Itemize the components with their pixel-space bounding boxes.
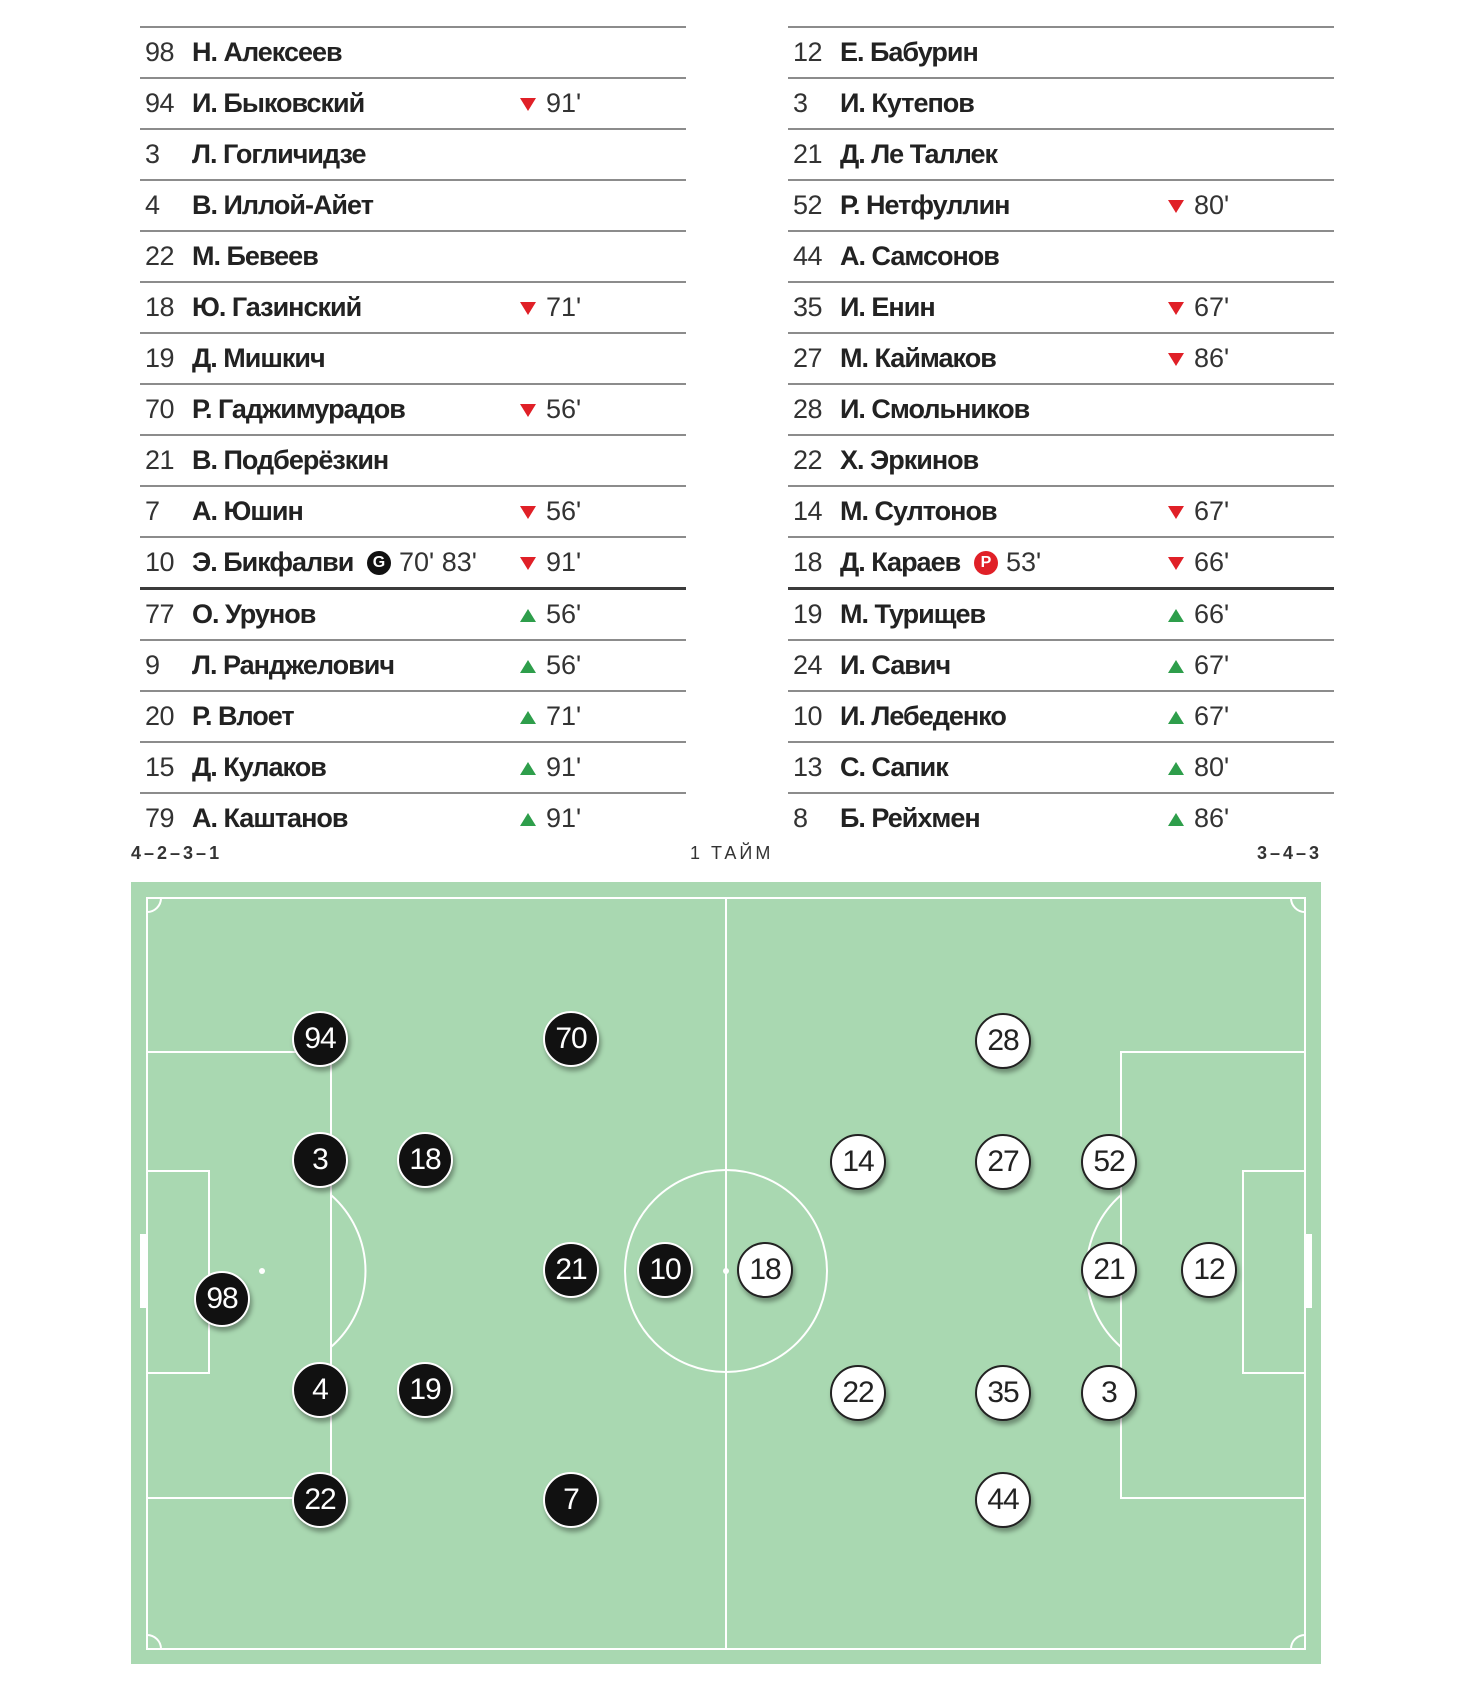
player-name: А. Юшин xyxy=(192,496,303,526)
goal-icon: G xyxy=(367,551,391,575)
away-player-marker: 28 xyxy=(975,1013,1031,1069)
substituted-on xyxy=(1168,803,1229,834)
player-number: 14 xyxy=(793,496,823,526)
sub-minute: 66' xyxy=(1194,599,1230,629)
substituted-on xyxy=(1168,650,1229,681)
sub-minute: 91' xyxy=(546,88,582,118)
penalty-icon: P xyxy=(974,551,998,575)
sub-off-arrow-icon xyxy=(520,404,536,417)
player-number: 44 xyxy=(793,241,823,271)
away-player-marker: 22 xyxy=(830,1365,886,1421)
substitute-row xyxy=(788,741,1334,792)
sub-minute: 86' xyxy=(1194,803,1230,833)
starter-row xyxy=(788,485,1334,536)
player-number: 22 xyxy=(793,445,823,475)
sub-minute: 56' xyxy=(546,496,582,526)
left-goal xyxy=(140,1234,147,1308)
substitute-row xyxy=(140,792,686,843)
event-minutes: 70' 83' xyxy=(399,547,477,577)
period-label: 1 ТАЙМ xyxy=(690,843,774,863)
sub-on-arrow-icon xyxy=(1168,609,1184,622)
sub-minute: 86' xyxy=(1194,343,1230,373)
sub-minute: 67' xyxy=(1194,292,1230,322)
sub-off-arrow-icon xyxy=(520,506,536,519)
player-name: Л. Ранджелович xyxy=(192,650,395,680)
home-player-marker: 94 xyxy=(292,1011,348,1067)
substituted-off xyxy=(1168,190,1229,221)
player-name: И. Быковский xyxy=(192,88,365,118)
starter-row xyxy=(140,332,686,383)
player-number: 94 xyxy=(145,88,175,118)
player-name: Н. Алексеев xyxy=(192,37,342,67)
substituted-off xyxy=(520,547,581,578)
sub-off-arrow-icon xyxy=(1168,200,1184,213)
player-name: Д. Мишкич xyxy=(192,343,325,373)
substitute-row xyxy=(788,587,1334,639)
player-number: 10 xyxy=(145,547,175,577)
substitute-row xyxy=(140,690,686,741)
sub-off-arrow-icon xyxy=(1168,353,1184,366)
starter-row xyxy=(788,26,1334,77)
player-name: М. Каймаков xyxy=(840,343,996,373)
player-name: И. Кутепов xyxy=(840,88,974,118)
player-name: А. Каштанов xyxy=(192,803,348,833)
sub-minute: 67' xyxy=(1194,701,1230,731)
starter-row xyxy=(140,77,686,128)
player-name: Д. Кулаков xyxy=(192,752,326,782)
player-name: М. Бевеев xyxy=(192,241,318,271)
player-name: Д. Караев xyxy=(840,547,961,577)
player-number: 21 xyxy=(145,445,175,475)
substitute-row xyxy=(788,792,1334,843)
substituted-on xyxy=(1168,752,1229,783)
away-lineup-table xyxy=(788,26,1334,843)
away-player-marker: 35 xyxy=(975,1365,1031,1421)
away-player-marker: 14 xyxy=(830,1134,886,1190)
sub-minute: 80' xyxy=(1194,752,1230,782)
player-name: О. Урунов xyxy=(192,599,316,629)
player-number: 15 xyxy=(145,752,175,782)
player-name: Р. Влоет xyxy=(192,701,294,731)
sub-minute: 80' xyxy=(1194,190,1230,220)
substituted-off xyxy=(520,292,581,323)
sub-off-arrow-icon xyxy=(1168,557,1184,570)
sub-off-arrow-icon xyxy=(520,557,536,570)
away-player-marker: 52 xyxy=(1081,1134,1137,1190)
player-name: И. Енин xyxy=(840,292,935,322)
starter-row xyxy=(788,434,1334,485)
substituted-off xyxy=(1168,496,1229,527)
right-goal xyxy=(1305,1234,1312,1308)
substituted-on xyxy=(520,752,581,783)
player-name: В. Иллой-Айет xyxy=(192,190,373,220)
player-number: 35 xyxy=(793,292,823,322)
home-player-marker: 98 xyxy=(194,1271,250,1327)
player-name: Л. Гогличидзе xyxy=(192,139,366,169)
player-number: 28 xyxy=(793,394,823,424)
away-player-marker: 12 xyxy=(1181,1242,1237,1298)
home-player-marker: 22 xyxy=(292,1472,348,1528)
player-name: Е. Бабурин xyxy=(840,37,978,67)
sub-on-arrow-icon xyxy=(1168,762,1184,775)
sub-on-arrow-icon xyxy=(1168,813,1184,826)
sub-minute: 67' xyxy=(1194,650,1230,680)
player-name: Э. Бикфалви xyxy=(192,547,354,577)
player-number: 27 xyxy=(793,343,823,373)
football-pitch xyxy=(131,882,1321,1664)
home-player-marker: 10 xyxy=(637,1242,693,1298)
starter-row xyxy=(140,485,686,536)
substituted-off xyxy=(1168,343,1229,374)
player-name: И. Лебеденко xyxy=(840,701,1006,731)
starter-row xyxy=(788,128,1334,179)
substitute-row xyxy=(788,690,1334,741)
away-formation-label: 3–4–3 xyxy=(1256,843,1322,863)
player-number: 10 xyxy=(793,701,823,731)
sub-minute: 91' xyxy=(546,752,582,782)
player-number: 8 xyxy=(793,803,808,833)
substituted-off xyxy=(520,496,581,527)
starter-row xyxy=(140,536,686,587)
sub-off-arrow-icon xyxy=(1168,302,1184,315)
player-name: Ю. Газинский xyxy=(192,292,362,322)
substituted-on xyxy=(1168,701,1229,732)
sub-on-arrow-icon xyxy=(520,609,536,622)
player-name: Х. Эркинов xyxy=(840,445,979,475)
substitute-row xyxy=(788,639,1334,690)
away-player-marker: 3 xyxy=(1081,1365,1137,1421)
starter-row xyxy=(788,536,1334,587)
starter-row xyxy=(140,128,686,179)
player-number: 70 xyxy=(145,394,175,424)
substituted-off xyxy=(520,88,581,119)
starter-row xyxy=(140,26,686,77)
player-number: 13 xyxy=(793,752,823,782)
sub-on-arrow-icon xyxy=(520,813,536,826)
substituted-on xyxy=(520,650,581,681)
player-number: 3 xyxy=(793,88,808,118)
event-minutes: 53' xyxy=(1006,547,1042,577)
sub-on-arrow-icon xyxy=(520,762,536,775)
sub-off-arrow-icon xyxy=(520,98,536,111)
substitute-row xyxy=(140,587,686,639)
player-name: И. Смольников xyxy=(840,394,1030,424)
player-number: 52 xyxy=(793,190,823,220)
player-number: 19 xyxy=(145,343,175,373)
player-number: 22 xyxy=(145,241,175,271)
sub-minute: 56' xyxy=(546,394,582,424)
starter-row xyxy=(788,383,1334,434)
player-number: 7 xyxy=(145,496,160,526)
away-player-marker: 27 xyxy=(975,1134,1031,1190)
home-player-marker: 18 xyxy=(397,1132,453,1188)
starter-row xyxy=(140,383,686,434)
sub-minute: 91' xyxy=(546,547,582,577)
home-player-marker: 3 xyxy=(292,1132,348,1188)
player-number: 18 xyxy=(793,547,823,577)
substituted-off xyxy=(1168,292,1229,323)
match-event xyxy=(367,547,477,578)
starter-row xyxy=(140,434,686,485)
player-name: Р. Гаджимурадов xyxy=(192,394,405,424)
sub-minute: 56' xyxy=(546,599,582,629)
starter-row xyxy=(788,332,1334,383)
player-name: Б. Рейхмен xyxy=(840,803,980,833)
starter-row xyxy=(140,230,686,281)
starter-row xyxy=(788,179,1334,230)
sub-minute: 56' xyxy=(546,650,582,680)
starter-row xyxy=(140,179,686,230)
sub-on-arrow-icon xyxy=(520,711,536,724)
sub-on-arrow-icon xyxy=(1168,660,1184,673)
substituted-on xyxy=(520,803,581,834)
home-lineup-table xyxy=(140,26,686,843)
home-player-marker: 7 xyxy=(543,1472,599,1528)
player-name: В. Подберёзкин xyxy=(192,445,389,475)
match-event xyxy=(974,547,1041,578)
sub-on-arrow-icon xyxy=(1168,711,1184,724)
substituted-on xyxy=(520,599,581,630)
sub-minute: 71' xyxy=(546,292,582,322)
substituted-on xyxy=(1168,599,1229,630)
player-name: А. Самсонов xyxy=(840,241,999,271)
player-name: М. Турищев xyxy=(840,599,986,629)
home-player-marker: 70 xyxy=(543,1011,599,1067)
substituted-on xyxy=(520,701,581,732)
player-number: 9 xyxy=(145,650,160,680)
player-number: 18 xyxy=(145,292,175,322)
player-name: Д. Ле Таллек xyxy=(840,139,998,169)
away-player-marker: 18 xyxy=(737,1242,793,1298)
player-name: Р. Нетфуллин xyxy=(840,190,1010,220)
sub-minute: 71' xyxy=(546,701,582,731)
sub-minute: 66' xyxy=(1194,547,1230,577)
substitute-row xyxy=(140,639,686,690)
substitute-row xyxy=(140,741,686,792)
player-name: С. Сапик xyxy=(840,752,948,782)
sub-off-arrow-icon xyxy=(520,302,536,315)
player-number: 21 xyxy=(793,139,823,169)
player-number: 98 xyxy=(145,37,175,67)
away-player-marker: 44 xyxy=(975,1472,1031,1528)
player-number: 4 xyxy=(145,190,160,220)
player-number: 24 xyxy=(793,650,823,680)
substituted-off xyxy=(1168,547,1229,578)
starter-row xyxy=(788,77,1334,128)
starter-row xyxy=(788,230,1334,281)
home-player-marker: 4 xyxy=(292,1362,348,1418)
sub-off-arrow-icon xyxy=(1168,506,1184,519)
player-name: М. Султонов xyxy=(840,496,997,526)
sub-on-arrow-icon xyxy=(520,660,536,673)
player-number: 79 xyxy=(145,803,175,833)
substituted-off xyxy=(520,394,581,425)
starter-row xyxy=(788,281,1334,332)
starter-row xyxy=(140,281,686,332)
home-formation-label: 4–2–3–1 xyxy=(131,843,223,863)
player-number: 3 xyxy=(145,139,160,169)
pitch-markings xyxy=(131,882,1321,1664)
sub-minute: 91' xyxy=(546,803,582,833)
player-number: 20 xyxy=(145,701,175,731)
home-player-marker: 21 xyxy=(543,1242,599,1298)
player-number: 12 xyxy=(793,37,823,67)
sub-minute: 67' xyxy=(1194,496,1230,526)
player-number: 77 xyxy=(145,599,175,629)
away-player-marker: 21 xyxy=(1081,1242,1137,1298)
home-player-marker: 19 xyxy=(397,1362,453,1418)
player-name: И. Савич xyxy=(840,650,951,680)
player-number: 19 xyxy=(793,599,823,629)
